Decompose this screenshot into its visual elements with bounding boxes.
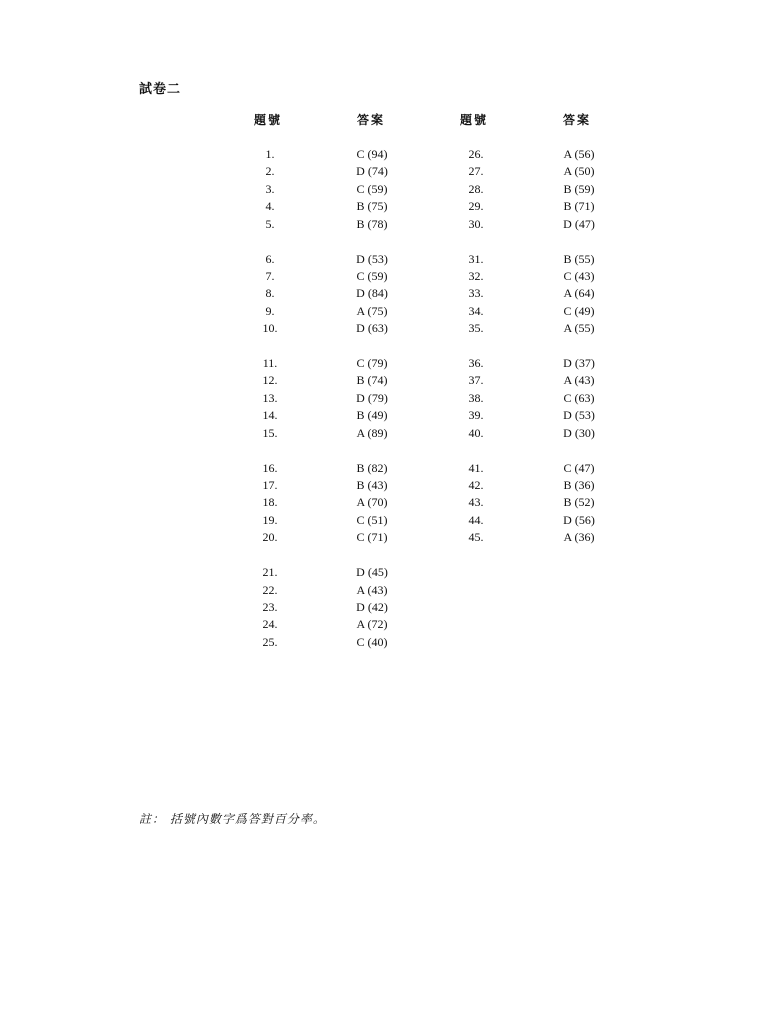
answer-value: B (59): [563, 181, 595, 196]
question-number: 6.: [265, 251, 275, 266]
question-number: 23.: [262, 599, 278, 614]
answer-value: D (79): [356, 390, 388, 405]
answer-group: [250, 146, 290, 233]
answer-value: C (51): [356, 512, 388, 527]
answer-value: C (59): [356, 181, 388, 196]
answer-group: [456, 146, 496, 233]
answer-group: [250, 251, 290, 338]
answer-value: C (63): [563, 390, 595, 405]
answer-value: C (59): [356, 268, 388, 283]
answer-value: C (94): [356, 147, 388, 161]
question-number: 40.: [468, 425, 484, 440]
question-number: 13.: [262, 390, 278, 405]
question-number: 27.: [468, 164, 484, 179]
answer-value: A (43): [356, 582, 388, 597]
answer-value: B (55): [563, 251, 595, 266]
answer-group: [250, 460, 290, 547]
answer-value: A (55): [563, 321, 595, 336]
question-number: 21.: [262, 565, 278, 580]
answer-value: A (72): [356, 617, 388, 632]
answer-value: B (43): [356, 478, 388, 493]
question-number: 9.: [265, 303, 275, 318]
question-number: 14.: [262, 408, 278, 423]
answer-value: D (53): [356, 251, 388, 266]
answer-value: D (42): [356, 599, 388, 614]
question-number: 1.: [265, 147, 275, 161]
answer-value: C (49): [563, 303, 595, 318]
answer-group: [549, 146, 609, 233]
question-number: 11.: [262, 356, 278, 371]
question-number: 22.: [262, 582, 278, 597]
header-question-left: 題號: [254, 113, 283, 127]
question-number: 2.: [265, 164, 275, 179]
question-number: 36.: [468, 356, 484, 371]
question-number: 8.: [265, 286, 275, 301]
answer-value: A (70): [356, 495, 388, 510]
left-question-column: [250, 146, 290, 669]
answer-value: A (75): [356, 303, 388, 318]
question-number: 30.: [468, 216, 484, 231]
answer-group: [342, 460, 402, 547]
answer-value: A (64): [563, 286, 595, 301]
answer-value: A (50): [563, 164, 595, 179]
question-number: 29.: [468, 199, 484, 214]
answer-value: D (53): [563, 408, 595, 423]
question-number: 7.: [265, 268, 275, 283]
answer-value: D (37): [563, 356, 595, 371]
answer-value: C (43): [563, 268, 595, 283]
header-answer-right: 答案: [563, 113, 592, 127]
answer-group: [342, 355, 402, 442]
answer-value: D (63): [356, 321, 388, 336]
answer-value: A (56): [563, 147, 595, 161]
question-number: 41.: [468, 460, 484, 475]
answer-group: [342, 564, 402, 651]
answer-value: D (47): [563, 216, 595, 231]
answer-group: [250, 355, 290, 442]
answer-value: B (78): [356, 216, 388, 231]
question-number: 44.: [468, 512, 484, 527]
answer-group: [456, 355, 496, 442]
answer-value: D (84): [356, 286, 388, 301]
answer-value: B (75): [356, 199, 388, 214]
question-number: 34.: [468, 303, 484, 318]
question-number: 4.: [265, 199, 275, 214]
right-answer-column: [549, 146, 609, 564]
question-number: 45.: [468, 530, 484, 545]
question-number: 18.: [262, 495, 278, 510]
question-number: 35.: [468, 321, 484, 336]
question-number: 16.: [262, 460, 278, 475]
question-number: 26.: [468, 147, 484, 161]
question-number: 15.: [262, 425, 278, 440]
answer-group: [250, 564, 290, 651]
answer-value: D (45): [356, 565, 388, 580]
header-question-right: 題號: [460, 113, 489, 127]
question-number: 19.: [262, 512, 278, 527]
answer-value: B (82): [356, 460, 388, 475]
page-title: 試卷二: [139, 82, 182, 97]
header-answer-left: 答案: [357, 113, 386, 127]
answer-value: C (79): [356, 356, 388, 371]
question-number: 20.: [262, 530, 278, 545]
right-question-column: [456, 146, 496, 564]
question-number: 37.: [468, 373, 484, 388]
footnote: 註： 括號內數字爲答對百分率。: [139, 812, 326, 826]
question-number: 25.: [262, 634, 278, 649]
answer-value: B (49): [356, 408, 388, 423]
question-number: 5.: [265, 216, 275, 231]
answer-group: [456, 251, 496, 338]
answer-value: C (71): [356, 530, 388, 545]
left-answer-column: [342, 146, 402, 669]
answer-group: [549, 460, 609, 547]
answer-value: A (36): [563, 530, 595, 545]
answer-value: D (74): [356, 164, 388, 179]
answer-group: [342, 251, 402, 338]
question-number: 39.: [468, 408, 484, 423]
question-number: 33.: [468, 286, 484, 301]
answer-value: B (74): [356, 373, 388, 388]
question-number: 42.: [468, 478, 484, 493]
question-number: 38.: [468, 390, 484, 405]
answer-value: B (36): [563, 478, 595, 493]
answer-value: D (56): [563, 512, 595, 527]
question-number: 24.: [262, 617, 278, 632]
question-number: 31.: [468, 251, 484, 266]
question-number: 43.: [468, 495, 484, 510]
answer-value: A (43): [563, 373, 595, 388]
question-number: 3.: [265, 181, 275, 196]
question-number: 17.: [262, 478, 278, 493]
question-number: 10.: [262, 321, 278, 336]
answer-group: [549, 251, 609, 338]
question-number: 28.: [468, 181, 484, 196]
answer-value: D (30): [563, 425, 595, 440]
answer-value: B (71): [563, 199, 595, 214]
answer-value: B (52): [563, 495, 595, 510]
answer-value: C (47): [563, 460, 595, 475]
answer-group: [549, 355, 609, 442]
answer-value: A (89): [356, 425, 388, 440]
answer-value: C (40): [356, 634, 388, 649]
answer-group: [342, 146, 402, 233]
answer-group: [456, 460, 496, 547]
question-number: 32.: [468, 268, 484, 283]
question-number: 12.: [262, 373, 278, 388]
